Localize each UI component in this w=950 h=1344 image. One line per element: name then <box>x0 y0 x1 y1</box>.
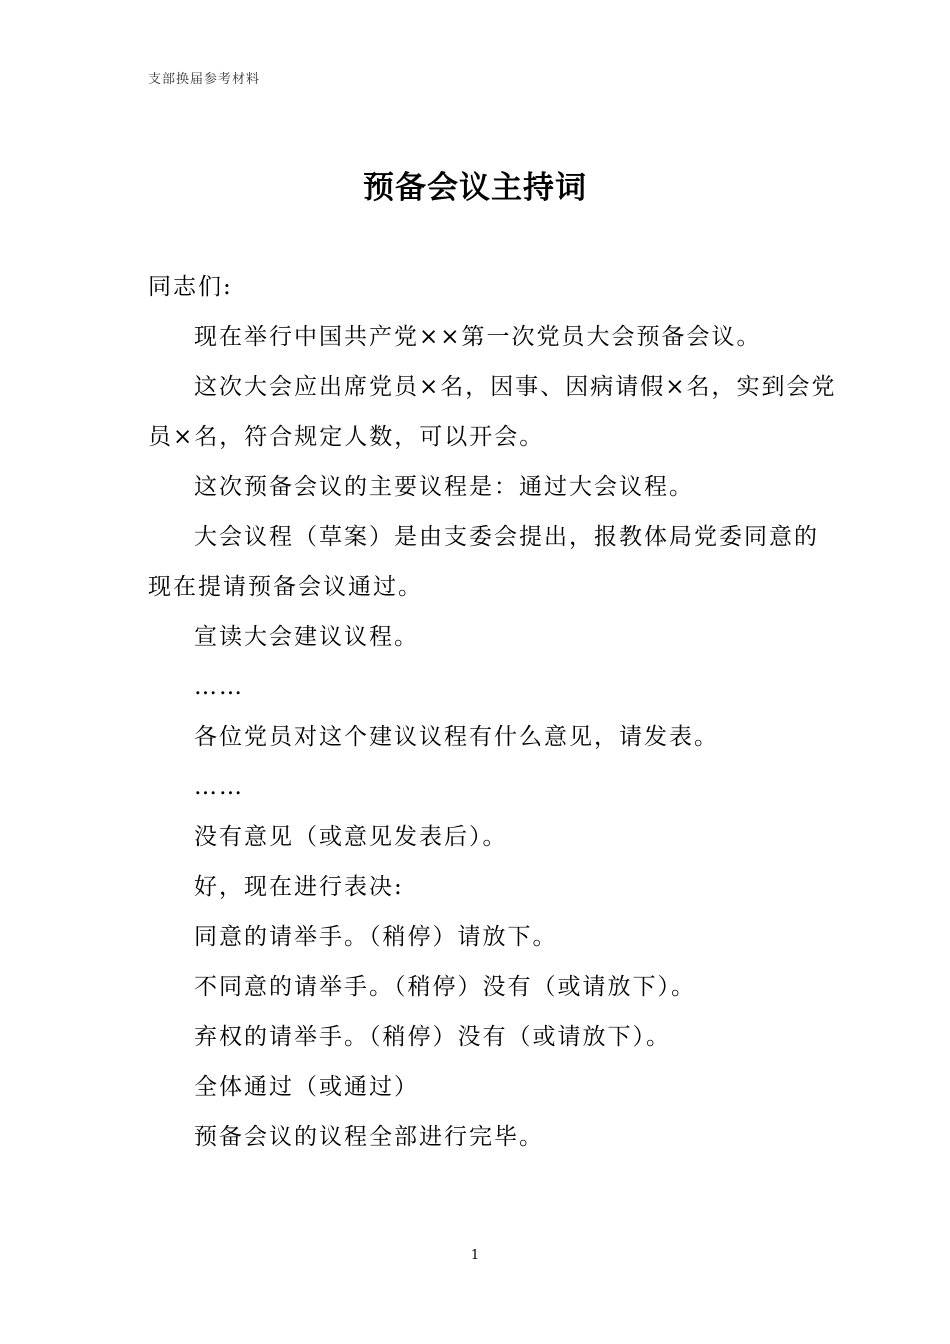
salutation: 同志们: <box>148 274 233 300</box>
paragraph: …… <box>194 674 244 700</box>
paragraph: 同意的请举手。（稍停）请放下。 <box>194 924 558 950</box>
paragraph: 现在举行中国共产党××第一次党员大会预备会议。 <box>194 324 762 350</box>
paragraph: 不同意的请举手。（稍停）没有（或请放下）。 <box>194 974 696 1000</box>
paragraph: 全体通过（或通过） <box>194 1074 419 1100</box>
paragraph: 宣读大会建议议程。 <box>194 624 419 650</box>
paragraph: 这次预备会议的主要议程是：通过大会议程。 <box>194 474 694 500</box>
document-body <box>148 262 838 1162</box>
paragraph: 预备会议的议程全部进行完毕。 <box>194 1124 544 1150</box>
paragraph: 这次大会应出席党员×名，因事、因病请假×名，实到会党员×名，符合规定人数，可以开会。 <box>148 374 837 450</box>
document-title: 预备会议主持词 <box>363 170 587 206</box>
paragraph: 大会议程（草案）是由支委会提出，报教体局党委同意的现在提请预备会议通过。 <box>148 524 819 600</box>
paragraph: 各位党员对这个建议议程有什么意见，请发表。 <box>194 724 719 750</box>
paragraph: 弃权的请举手。（稍停）没有（或请放下）。 <box>194 1024 671 1050</box>
page-number: 1 <box>470 1248 480 1263</box>
paragraph: 没有意见（或意见发表后）。 <box>194 824 508 850</box>
paragraph: 好，现在进行表决: <box>194 874 404 900</box>
paragraph: …… <box>194 774 244 800</box>
page-header: 支部换届参考材料 <box>148 72 261 87</box>
